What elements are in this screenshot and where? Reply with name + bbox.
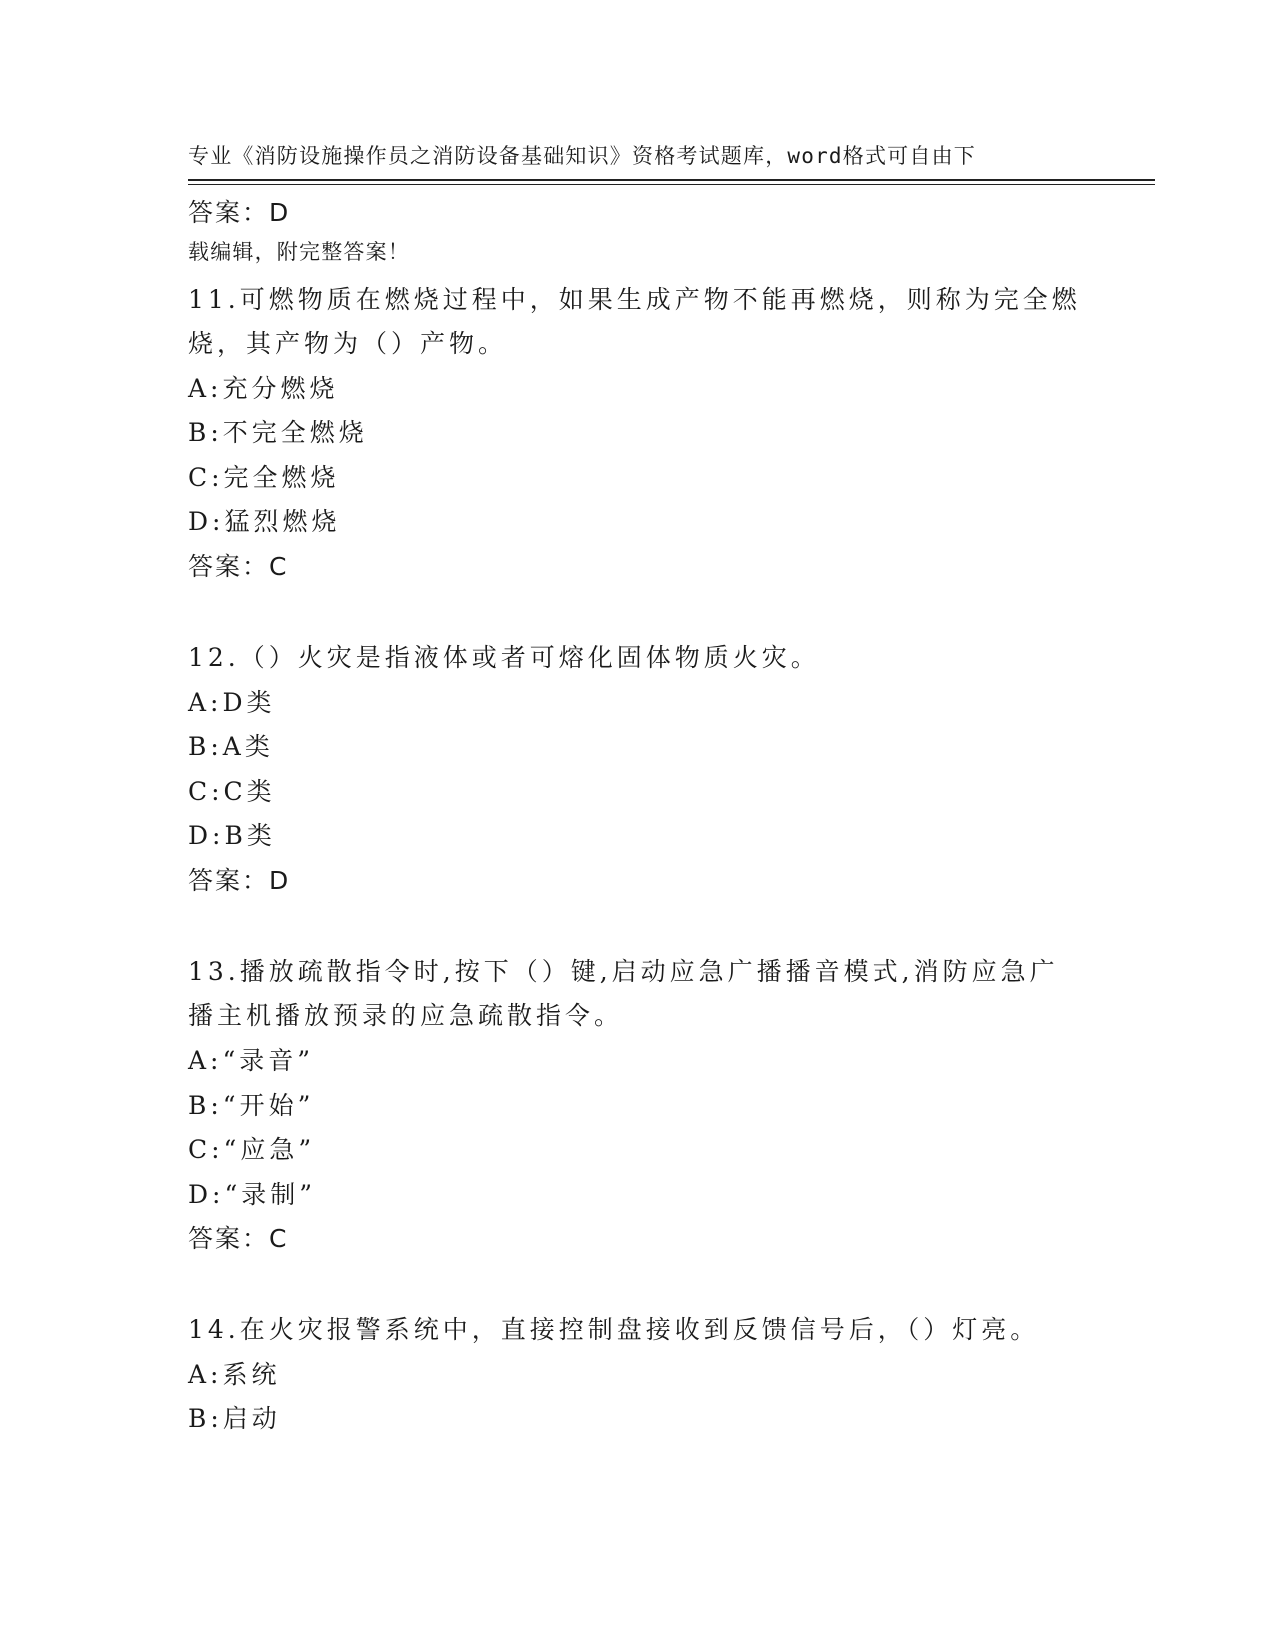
question-12-option-d: D:B类 xyxy=(188,821,276,850)
question-11-option-a: A:充分燃烧 xyxy=(188,374,339,403)
question-12-stem-1: 12.（）火灾是指液体或者可熔化固体物质火灾。 xyxy=(188,643,820,672)
document-header xyxy=(188,76,1088,300)
question-12-answer: 答案：D xyxy=(188,866,291,895)
header-line-1: 专业《消防设施操作员之消防设备基础知识》资格考试题库，word格式可自由下 xyxy=(188,144,976,168)
question-13-option-d: D:“录制” xyxy=(188,1180,317,1209)
header-divider-thick xyxy=(188,179,1155,181)
question-11-option-d: D:猛烈燃烧 xyxy=(188,507,341,536)
question-11-stem-2: 烧，其产物为（）产物。 xyxy=(188,329,508,358)
question-13-stem-2: 播主机播放预录的应急疏散指令。 xyxy=(188,1001,624,1030)
question-12-option-b: B:A类 xyxy=(188,732,274,761)
question-13-option-c: C:“应急” xyxy=(188,1135,316,1164)
header-divider-thin xyxy=(188,184,1155,185)
question-13-stem-1: 13.播放疏散指令时,按下（）键,启动应急广播播音模式,消防应急广 xyxy=(188,957,1059,986)
question-14-option-b: B:启动 xyxy=(188,1404,281,1433)
answer-prev: 答案：D xyxy=(188,198,291,227)
question-11-stem-1: 11.可燃物质在燃烧过程中，如果生成产物不能再燃烧，则称为完全燃 xyxy=(188,285,1081,314)
question-14-stem-1: 14.在火灾报警系统中，直接控制盘接收到反馈信号后，（）灯亮。 xyxy=(188,1315,1040,1344)
question-14-option-a: A:系统 xyxy=(188,1360,281,1389)
question-11-option-b: B:不完全燃烧 xyxy=(188,418,368,447)
question-12-option-c: C:C类 xyxy=(188,777,276,806)
question-11-option-c: C:完全燃烧 xyxy=(188,463,340,492)
question-12-option-a: A:D类 xyxy=(188,688,276,717)
question-13-answer: 答案：C xyxy=(188,1224,289,1253)
header-line-2: 载编辑，附完整答案！ xyxy=(188,240,410,264)
question-13-option-a: A:“录音” xyxy=(188,1046,315,1075)
question-13-option-b: B:“开始” xyxy=(188,1091,315,1120)
question-11-answer: 答案：C xyxy=(188,552,289,581)
